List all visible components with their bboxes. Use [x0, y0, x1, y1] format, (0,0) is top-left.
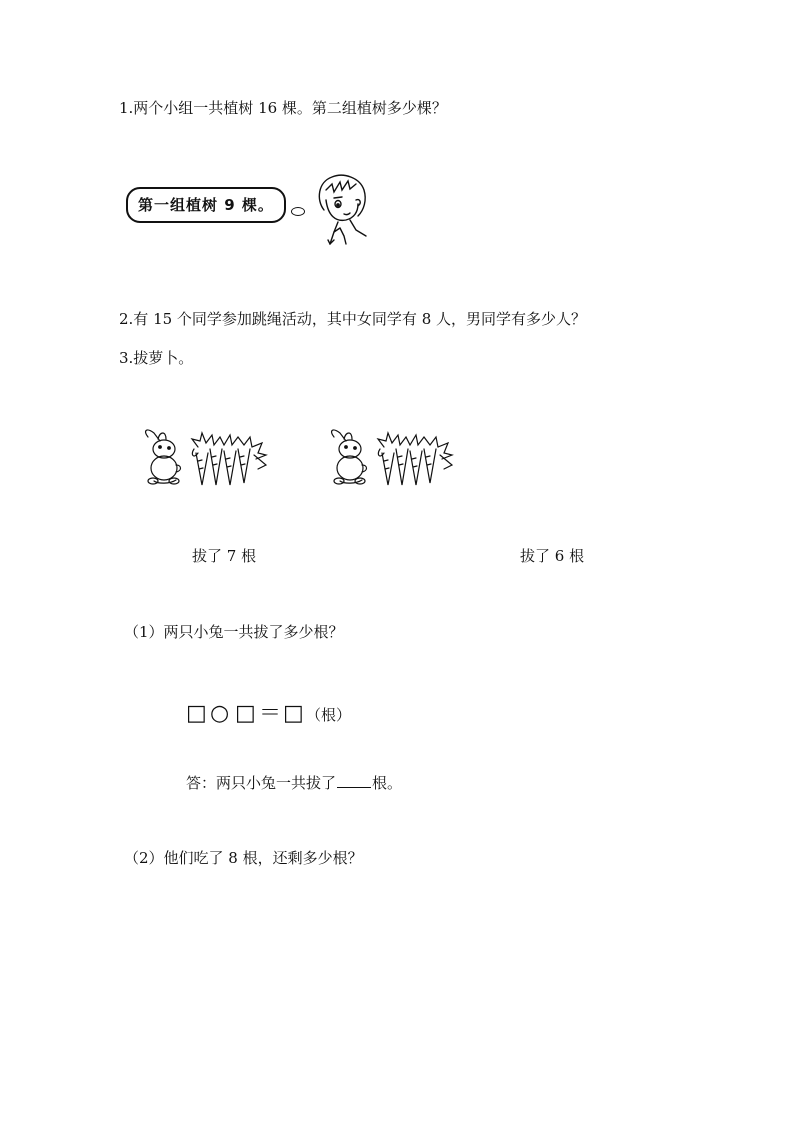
question-3-title: 3.拔萝卜。	[119, 349, 194, 367]
thought-dot	[291, 207, 305, 216]
answer-prefix: 答：两只小兔一共拔了	[186, 774, 337, 792]
answer-suffix: 根。	[372, 774, 403, 792]
equation-box-1: □	[186, 701, 207, 726]
question-2: 2.有 15 个同学参加跳绳活动，其中女同学有 8 人，男同学有多少人？	[119, 310, 587, 328]
rabbit-carrots-right	[326, 425, 461, 490]
question-1: 1.两个小组一共植树 16 棵。第二组植树多少棵？	[119, 99, 447, 117]
sub-question-2: （2）他们吃了 8 根，还剩多少根？	[124, 849, 363, 867]
label-right: 拔了 6 根	[520, 547, 585, 565]
rabbit-carrots-left	[140, 425, 275, 490]
equation-equals: ＝	[259, 701, 282, 726]
equation-operator: ○	[210, 701, 230, 726]
boy-illustration	[310, 170, 372, 248]
equation-unit: （根）	[306, 706, 352, 724]
equation-box-3: □	[283, 701, 304, 726]
equation-box-2: □	[235, 701, 256, 726]
label-left: 拔了 7 根	[192, 547, 257, 565]
answer-line	[186, 773, 402, 793]
speech-bubble: 第一组植树 9 棵。	[126, 187, 286, 223]
answer-blank[interactable]	[337, 773, 371, 788]
sub-question-1: （1）两只小兔一共拔了多少根？	[124, 623, 344, 641]
